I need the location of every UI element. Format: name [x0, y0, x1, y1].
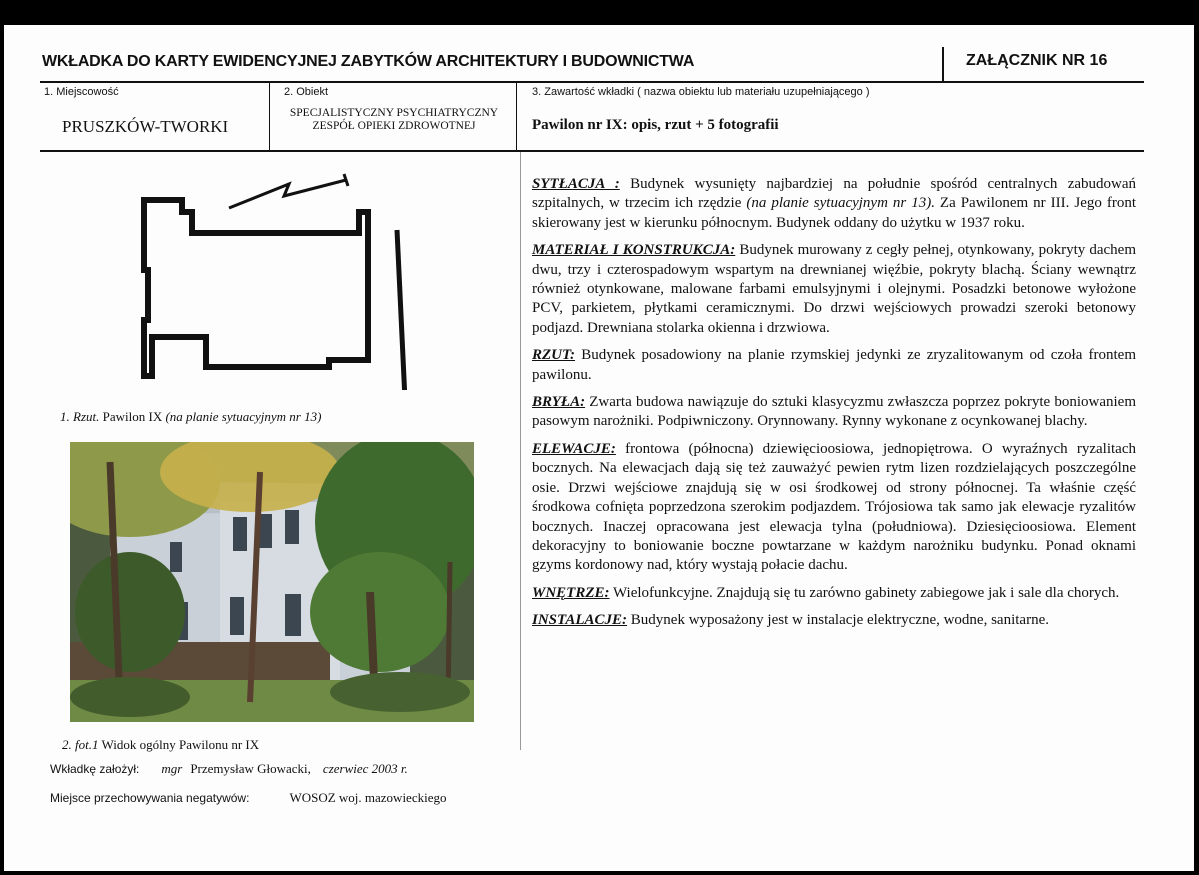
- document-sheet: [4, 25, 1194, 871]
- section-text: Budynek wysunięty najbardziej na południe spośród centralnych zabudowań szpitalnych, w trzecim ich rzędzie: [532, 176, 1137, 212]
- field-divider-2: [516, 83, 517, 150]
- storage-value: WOSOZ woj. mazowieckiego: [289, 790, 447, 805]
- plan-caption-ref: (na planie sytuacyjnym nr 13): [165, 409, 322, 424]
- author-name: Przemysław Głowacki,: [190, 761, 311, 776]
- document-title: WKŁADKA DO KARTY EWIDENCYJNEJ ZABYTKÓW ARCHITEKTURY I BUDOWNICTWA: [42, 53, 695, 70]
- section-heading: BRYŁA:: [532, 394, 586, 411]
- section-plan: [532, 346, 1136, 385]
- section-heading: SYTŁACJA :: [532, 176, 620, 192]
- section-text: Wielofunkcyjne. Znajdują się tu zarówno gabinety zabiegowe jak i sale dla chorych.: [609, 584, 1120, 601]
- section-elevations: [532, 440, 1136, 576]
- photo-caption: [62, 737, 259, 753]
- description-body: [532, 175, 1136, 639]
- column-divider: [520, 152, 521, 750]
- section-text: Budynek murowany z cegły pełnej, otynkowany, pokryty dachem dwu, trzy i czterospadowym wspartym na drewnianej więźbie, pokryty blachą. Ściany wewnątrz również otynkowane, malowane farbami emulsyjnymi i olejnymi. Posadzki betonowe wyłożone PCV, parkietem, płytkami ceramicznymi. Do drzwi wejściowych prowadzi szeroki betonowy podjazd. Drewniana stolarka okienna i drzwiowa.: [532, 242, 1137, 336]
- plan-caption-text: Pawilon IX: [99, 409, 166, 424]
- section-heading: ELEWACJE:: [532, 440, 616, 457]
- author-title: mgr: [161, 761, 183, 776]
- section-text-after: Za Pawilonem nr III. Jego front skierowany jest w kierunku północnym. Budynek oddany do użytku w 1937 roku.: [532, 195, 1136, 231]
- photo-caption-number: 2. fot.1: [62, 737, 99, 752]
- section-installations: [532, 611, 1136, 630]
- section-situation: [532, 175, 1136, 233]
- annex-number: ZAŁĄCZNIK NR 16: [966, 52, 1108, 69]
- section-text: Budynek wyposażony jest w instalacje elektryczne, wodne, sanitarne.: [627, 612, 1049, 629]
- section-material: [532, 241, 1136, 338]
- content-value: Pawilon nr IX: opis, rzut + 5 fotografii: [532, 117, 779, 133]
- section-mass: [532, 393, 1136, 432]
- section-italic: (na planie sytuacyjnym nr 13).: [746, 195, 935, 212]
- top-rule: [40, 81, 1144, 83]
- place-label: 1. Miejscowość: [44, 86, 119, 98]
- section-text: Budynek posadowiony na planie rzymskiej jedynki ze zryzalitowanym od czoła frontem pawilonu.: [532, 347, 1136, 383]
- middle-rule: [40, 150, 1144, 152]
- content-label: 3. Zawartość wkładki ( nazwa obiektu lub materiału uzupełniającego ): [532, 86, 870, 98]
- plan-caption: [60, 409, 321, 425]
- section-text: frontowa (północna) dziewięcioosiowa, jednopiętrowa. O wyraźnych ryzalitach bocznych. Na elewacjach dają się też zauważyć pewien rytm lizen rozdzielających poszczególne osie. Drzwi wejściowe znajdują się w osi środkowej od strony północnej. Ta właśnie część środkowa cofnięta poprzedzona szerokim podjazdem. Trójosiowa tak samo jak elewacje ryzalitów bocznych. Inaczej opracowana jest elewacja tylna (południowa). Dziesięcioosiowa. Element dekoracyjny to boniowanie boczne powtarzane w każdym narożniku budynku. Ponad oknami gzyms kordonowy nad, który wystają połacie dachu.: [532, 440, 1136, 574]
- storage-label: Miejsce przechowywania negatywów:: [50, 791, 250, 805]
- section-heading: INSTALACJE:: [532, 612, 628, 629]
- field-divider-1: [269, 83, 270, 150]
- section-text: Zwarta budowa nawiązuje do sztuki klasycyzmu zwłaszcza poprzez pokryte boniowaniem pasowym narożniki. Podpiwniczony. Orynnowany. Rynny wykonane z ocynkowanej blachy.: [532, 394, 1136, 430]
- header-divider: [942, 47, 944, 81]
- section-heading: WNĘTRZE:: [532, 584, 610, 601]
- building-photo: [70, 442, 474, 722]
- object-label: 2. Obiekt: [284, 86, 329, 98]
- plan-side-line: [397, 230, 405, 390]
- plan-outline: [144, 200, 368, 376]
- north-arrow: [229, 174, 348, 208]
- floor-plan-drawing: [134, 170, 414, 390]
- object-value: SPECJALISTYCZNY PSYCHIATRYCZNY ZESPÓŁ OPIEKI ZDROWOTNEJ: [289, 107, 499, 132]
- section-heading: RZUT:: [532, 347, 576, 364]
- author-line: [50, 760, 408, 778]
- section-interior: [532, 584, 1136, 603]
- section-heading: MATERIAŁ I KONSTRUKCJA:: [532, 242, 736, 259]
- plan-caption-number: 1. Rzut.: [60, 409, 100, 424]
- author-date: czerwiec 2003 r.: [322, 761, 408, 776]
- author-label: Wkładkę założył:: [50, 762, 140, 776]
- storage-line: [50, 789, 446, 807]
- place-value: PRUSZKÓW-TWORKI: [62, 117, 229, 136]
- photo-caption-text: Widok ogólny Pawilonu nr IX: [98, 737, 260, 752]
